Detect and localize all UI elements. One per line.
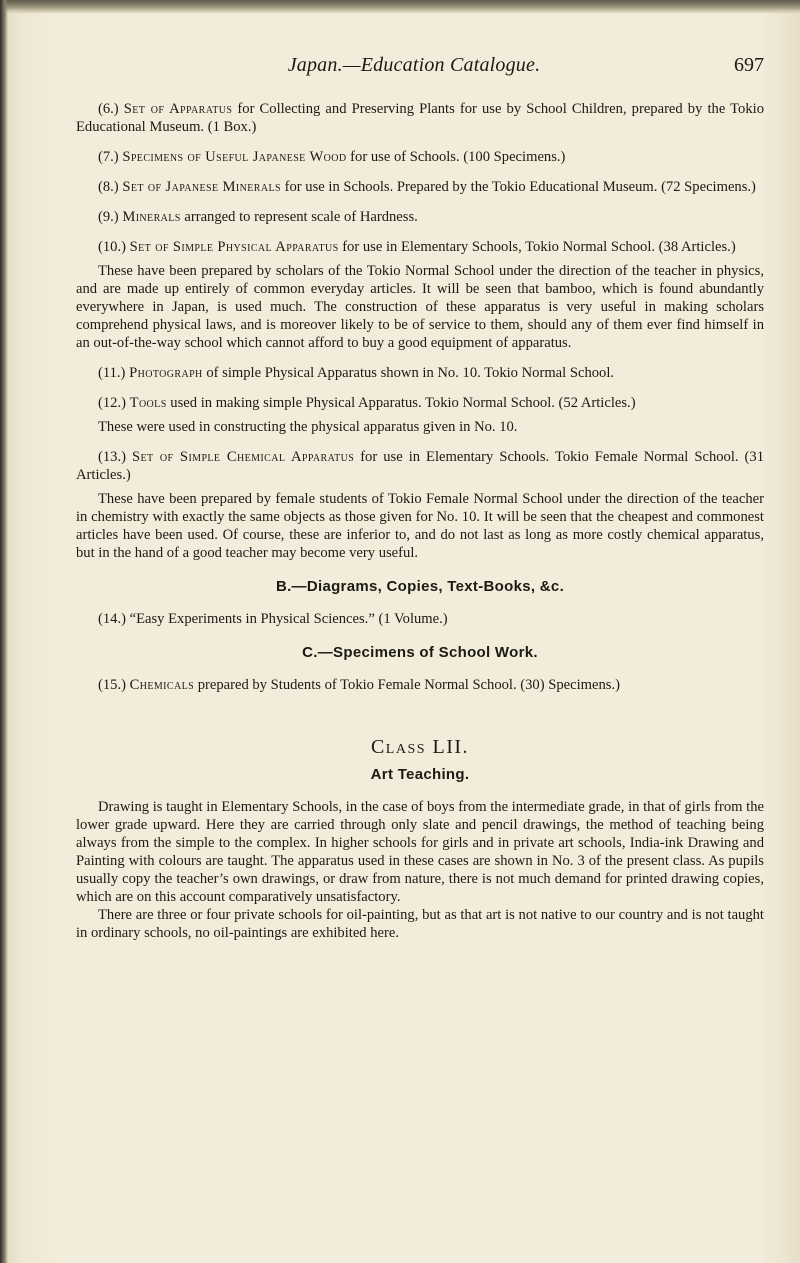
section-heading-b: B.—Diagrams, Copies, Text-Books, &c. (275, 578, 565, 595)
entry-9 (76, 208, 764, 226)
entry-heading: Photograph (129, 365, 203, 381)
entry-heading: Set of Apparatus (123, 101, 233, 117)
entry-number: (13.) (98, 449, 126, 465)
art-paragraph-1: Drawing is taught in Elementary Schools, in the case of boys from the intermediate grade, in that of girls from the lower grade upward. Here they are carried through only slate and pencil drawings, the method of teaching being always from the simple to the complex. In higher schools for girls and in private art schools, India-ink Drawing and Painting with colours are taught. The apparatus used in these cases are shown in No. 3 of the present class. As pupils usually copy the teacher’s own drawings, or draw from nature, there is not much demand for printed drawing copies, which are on this account comparatively unsatisfactory. (76, 799, 764, 905)
page-body (76, 100, 764, 942)
entry-13 (76, 448, 764, 484)
class-heading: Class LII. (370, 736, 470, 758)
art-paragraph-2: There are three or four private schools for oil-painting, but as that art is not native to our country and is not taught in ordinary schools, no oil-paintings are exhibited here. (76, 907, 764, 941)
entry-text: “Easy Experiments in Physical Sciences.” (1 Volume.) (129, 611, 448, 627)
entry-text: used in making simple Physical Apparatus. Tokio Normal School. (52 Articles.) (166, 395, 636, 411)
entry-11 (76, 364, 764, 382)
entry-12 (76, 394, 764, 412)
entry-number: (14.) (98, 611, 126, 627)
entry-heading: Set of Simple Physical Apparatus (129, 239, 339, 255)
page-edge-left (0, 0, 8, 1263)
entry-8 (76, 178, 764, 196)
class-subheading: Art Teaching. (370, 766, 470, 783)
entry-15 (76, 676, 764, 694)
entry-number: (7.) (98, 149, 119, 165)
entry-heading: Minerals (122, 209, 181, 225)
entry-text: for use in Elementary Schools. Tokio Female Normal School. (31 Articles.) (76, 449, 764, 483)
entry-text: for use in Schools. Prepared by the Tokio Educational Museum. (72 Specimens.) (280, 179, 756, 195)
running-title: Japan.—Education Catalogue. (287, 54, 541, 76)
binding-shadow-top (0, 0, 800, 14)
entry-13-description: These have been prepared by female students of Tokio Female Normal School under the direction of the teacher in chemistry with exactly the same objects as those given for No. 10. It will be seen that the cheapest and commonest articles have been used. Of course, these are inferior to, and do not last as long as more costly chemical apparatus, but in the hand of a good teacher may become very useful. (76, 491, 764, 561)
entry-text: prepared by Students of Tokio Female Normal School. (30) Specimens.) (194, 677, 620, 693)
entry-10-description: These have been prepared by scholars of the Tokio Normal School under the direction of the teacher in physics, and are made up entirely of common everyday articles. It will be seen that bamboo, which is found abundantly everywhere in Japan, is used much. The construction of these apparatus is very useful in making scholars comprehend physical laws, and is moreover likely to be of service to them, should any of them ever find himself in an out-of-the-way school which cannot afford to buy a good equipment of apparatus. (76, 263, 764, 351)
entry-number: (8.) (98, 179, 119, 195)
running-header (64, 54, 764, 80)
entry-7 (76, 148, 764, 166)
entry-number: (9.) (98, 209, 119, 225)
entry-12-description: These were used in constructing the physical apparatus given in No. 10. (98, 419, 518, 435)
entry-text: for Collecting and Preserving Plants for use by School Children, prepared by the Tokio Educational Museum. (1 Box.) (76, 101, 764, 135)
entry-text: of simple Physical Apparatus shown in No. 10. Tokio Normal School. (202, 365, 615, 381)
section-heading-c: C.—Specimens of School Work. (302, 644, 538, 661)
entry-heading: Tools (129, 395, 167, 411)
entry-number: (10.) (98, 239, 126, 255)
entry-number: (6.) (98, 101, 119, 117)
entry-text: for use of Schools. (100 Specimens.) (346, 149, 566, 165)
entry-heading: Set of Simple Chemical Apparatus (131, 449, 355, 465)
entry-heading: Specimens of Useful Japanese Wood (122, 149, 347, 165)
entry-number: (12.) (98, 395, 126, 411)
entry-6 (76, 100, 764, 136)
entry-number: (15.) (98, 677, 126, 693)
entry-number: (11.) (98, 365, 126, 381)
entry-text: for use in Elementary Schools, Tokio Normal School. (38 Articles.) (338, 239, 736, 255)
entry-14 (76, 610, 764, 628)
entry-heading: Set of Japanese Minerals (122, 179, 281, 195)
entry-heading: Chemicals (129, 677, 195, 693)
entry-10 (76, 238, 764, 256)
page-number: 697 (734, 54, 764, 76)
entry-text: arranged to represent scale of Hardness. (180, 209, 418, 225)
